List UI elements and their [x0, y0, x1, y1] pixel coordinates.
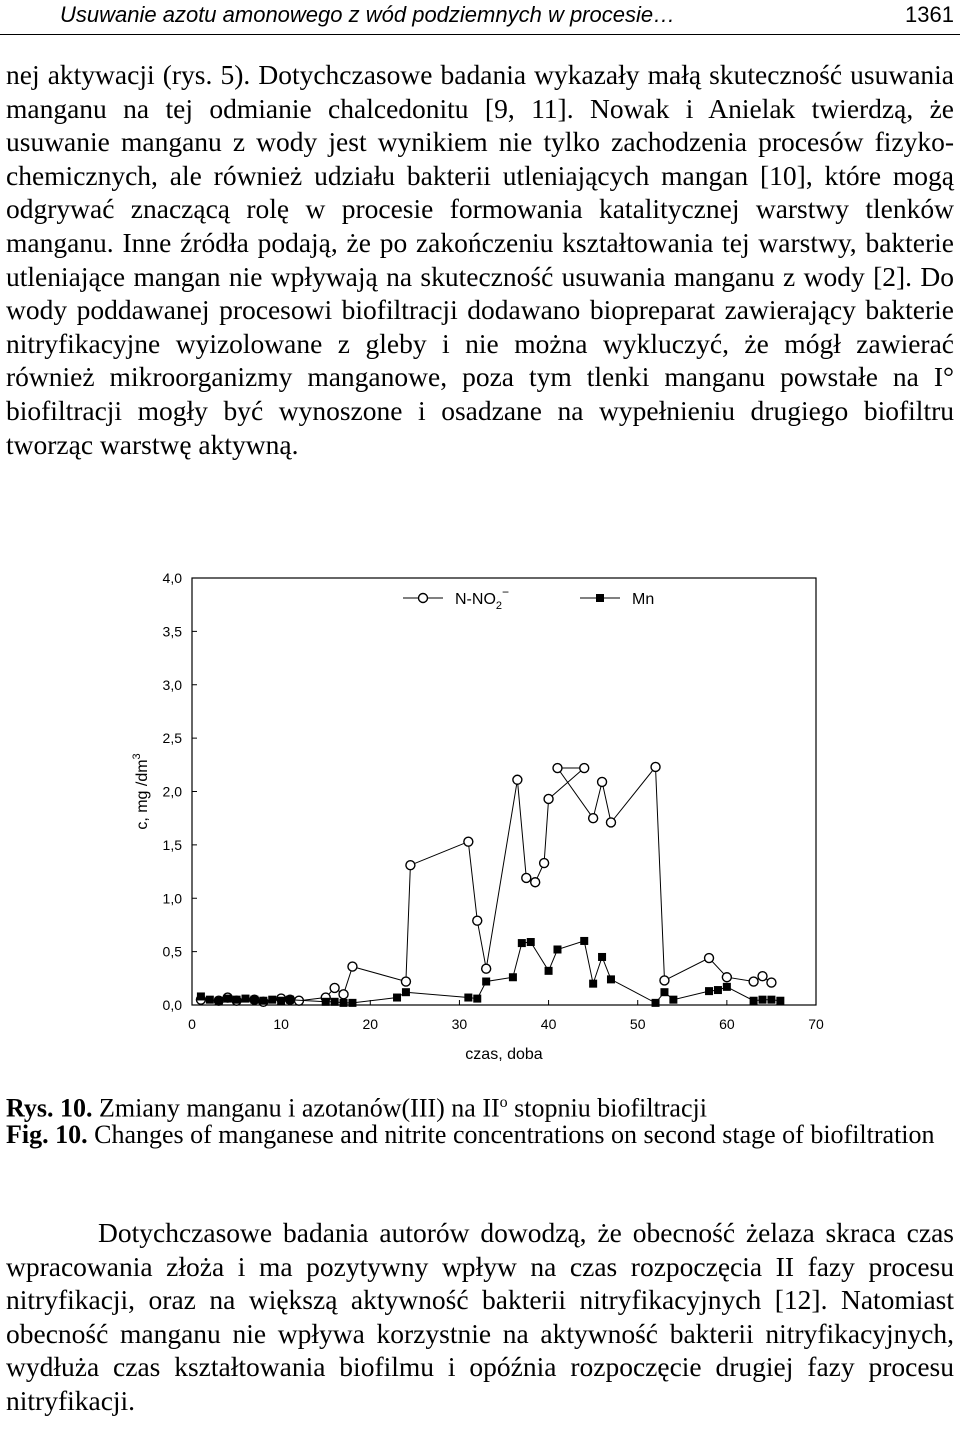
data-point-mn: [473, 995, 481, 1003]
legend-label-n-no2-text: N-NO: [455, 591, 496, 608]
x-axis-label: czas, doba: [465, 1046, 543, 1063]
data-point-mn: [259, 997, 267, 1005]
data-point-mn: [250, 996, 258, 1004]
data-point-mn: [527, 938, 535, 946]
caption-pl-label: Rys. 10.: [6, 1093, 93, 1123]
x-tick-label: 40: [540, 1016, 557, 1032]
data-point-mn: [759, 996, 767, 1004]
x-tick-label: 10: [273, 1016, 289, 1032]
data-point-mn: [464, 994, 472, 1002]
legend-marker-n-no2: [419, 594, 428, 603]
x-tick-label: 0: [188, 1016, 196, 1032]
y-tick-label: 0,0: [162, 997, 182, 1013]
y-tick-label: 3,0: [162, 676, 182, 693]
data-point-mn: [393, 994, 401, 1002]
data-point-n-no2: [513, 775, 522, 784]
y-axis-label-text: c, mg /dm: [134, 759, 151, 830]
plot-area: [131, 570, 824, 1063]
caption-pl-text-b: stopniu biofiltracji: [507, 1093, 707, 1123]
data-point-mn: [589, 980, 597, 988]
y-axis-label: [131, 753, 151, 829]
series-line-mn: [201, 941, 780, 1003]
data-point-mn: [277, 997, 285, 1005]
data-point-n-no2: [660, 976, 669, 985]
data-point-mn: [402, 988, 410, 996]
data-point-mn: [215, 997, 223, 1005]
data-point-n-no2: [464, 837, 473, 846]
x-tick-label: 60: [719, 1016, 735, 1032]
data-point-n-no2: [705, 954, 714, 963]
data-point-n-no2: [406, 861, 415, 870]
data-point-n-no2: [758, 972, 767, 981]
body-paragraph-1: nej aktywacji (rys. 5). Dotychczasowe badania wykazały małą skuteczność usuwania manganu na tej odmianie chalcedonitu [9, 11]. Nowak i Anielak twierdzą, że usuwanie manganu z wody jest wynikiem nie tylko zachodzenia procesów fizyko-chemicznych, ale również udziału bakterii utleniających mangan [10], które mogą odgrywać znaczącą rolę w procesie formowania katalitycznej warstwy tlenków manganu. Inne źródła podają, że po zakończeniu kształtowania tej warstwy, bakterie utleniające mangan nie wpływają na skuteczność usuwania manganu z wody [2]. Do wody poddawanej procesowi biofiltracji dodawano biopreparat zawierający bakterie nitryfikacyjne wyizolowane z gleby i nie można wykluczyć, że mógł zawierać również mikroorganizmy manganowe, poza tym tlenki manganu powstałe na I° biofiltracji mogły być wynoszone i osadzane na wypełnieniu drugiego biofiltru tworząc warstwę aktywną.: [6, 59, 954, 460]
data-point-mn: [482, 978, 490, 986]
data-point-n-no2: [330, 983, 339, 992]
data-point-n-no2: [482, 964, 491, 973]
data-point-n-no2: [544, 794, 553, 803]
data-point-mn: [750, 997, 758, 1005]
data-point-n-no2: [531, 878, 540, 887]
data-point-n-no2: [401, 977, 410, 986]
legend-marker-mn: [596, 594, 604, 602]
data-point-mn: [348, 999, 356, 1007]
legend-label-n-no2-superscript: −: [502, 585, 510, 599]
figure-caption-en: [6, 1119, 954, 1150]
data-point-n-no2: [749, 977, 758, 986]
x-tick-label: 20: [362, 1016, 379, 1032]
data-point-mn: [553, 945, 561, 953]
data-point-mn: [322, 998, 330, 1006]
body-paragraph-2: Dotychczasowe badania autorów dowodzą, że obecność żelaza skraca czas wpracowania złoża i ma pozytywny wpływ na czas rozpoczęcia II fazy procesu nitryfikacji, oraz na większą aktywność bakterii nitryfikacyjnych [12]. Natomiast obecność manganu nie wpływa korzystnie na aktywność bakterii nitryfikacyjnych, wydłuża czas kształtowania biofilmu i opóźnia rozpoczęcie drugiej fazy procesu nitryfikacji.: [6, 1217, 954, 1416]
data-point-mn: [580, 937, 588, 945]
data-point-n-no2: [598, 777, 607, 786]
y-axis-label-superscript: 3: [131, 753, 143, 760]
data-point-n-no2: [651, 762, 660, 771]
y-tick-label: 2,5: [162, 730, 182, 747]
data-point-n-no2: [553, 764, 562, 773]
data-point-n-no2: [589, 814, 598, 823]
y-tick-label: 4,0: [162, 570, 182, 586]
data-point-mn: [241, 995, 249, 1003]
data-point-n-no2: [580, 764, 589, 773]
data-point-mn: [607, 975, 615, 983]
y-tick-label: 1,0: [162, 890, 182, 907]
y-tick-label: 0,5: [162, 943, 182, 960]
data-point-mn: [723, 983, 731, 991]
x-tick-label: 30: [451, 1016, 468, 1032]
data-point-mn: [268, 996, 276, 1004]
y-tick-label: 3,5: [162, 623, 182, 640]
data-point-mn: [669, 996, 677, 1004]
data-point-mn: [340, 999, 348, 1007]
data-point-n-no2: [722, 973, 731, 982]
caption-en-label: Fig. 10.: [6, 1120, 88, 1149]
data-point-n-no2: [540, 859, 549, 868]
data-point-mn: [776, 997, 784, 1005]
caption-pl-text-a: Zmiany manganu i azotanów(III) na II: [92, 1093, 500, 1123]
data-point-mn: [767, 996, 775, 1004]
data-point-mn: [331, 998, 339, 1006]
data-point-mn: [598, 953, 606, 961]
data-point-n-no2: [348, 962, 357, 971]
caption-pl-degree: o: [499, 1094, 508, 1111]
running-title: Usuwanie azotu amonowego z wód podziemnych w procesie…: [60, 2, 676, 27]
legend-label-n-no2: [455, 585, 509, 612]
plot-frame: [192, 578, 816, 1005]
data-point-mn: [660, 988, 668, 996]
data-point-mn: [545, 967, 553, 975]
y-tick-label: 2,0: [162, 783, 182, 800]
page-number: 1361: [905, 2, 954, 27]
data-point-mn: [705, 987, 713, 995]
data-point-n-no2: [339, 990, 348, 999]
data-point-mn: [518, 939, 526, 947]
y-tick-label: 1,5: [162, 836, 182, 853]
x-tick-label: 70: [808, 1016, 824, 1032]
data-point-n-no2: [522, 873, 531, 882]
data-point-mn: [233, 996, 241, 1004]
legend-label-n-no2-subscript: 2: [495, 600, 503, 612]
data-point-n-no2: [767, 978, 776, 987]
data-point-n-no2: [606, 818, 615, 827]
data-point-mn: [197, 992, 205, 1000]
x-tick-label: 50: [629, 1016, 646, 1032]
data-point-mn: [714, 986, 722, 994]
caption-en-text: Changes of manganese and nitrite concentrations on second stage of biofiltration: [87, 1120, 935, 1149]
data-point-n-no2: [473, 916, 482, 925]
data-point-mn: [286, 996, 294, 1004]
data-point-mn: [652, 999, 660, 1007]
legend-label-mn: Mn: [632, 591, 655, 608]
data-point-mn: [206, 996, 214, 1004]
running-header: [0, 0, 960, 35]
data-point-mn: [509, 973, 517, 981]
figure-chart: [120, 560, 840, 1080]
data-point-mn: [224, 995, 232, 1003]
